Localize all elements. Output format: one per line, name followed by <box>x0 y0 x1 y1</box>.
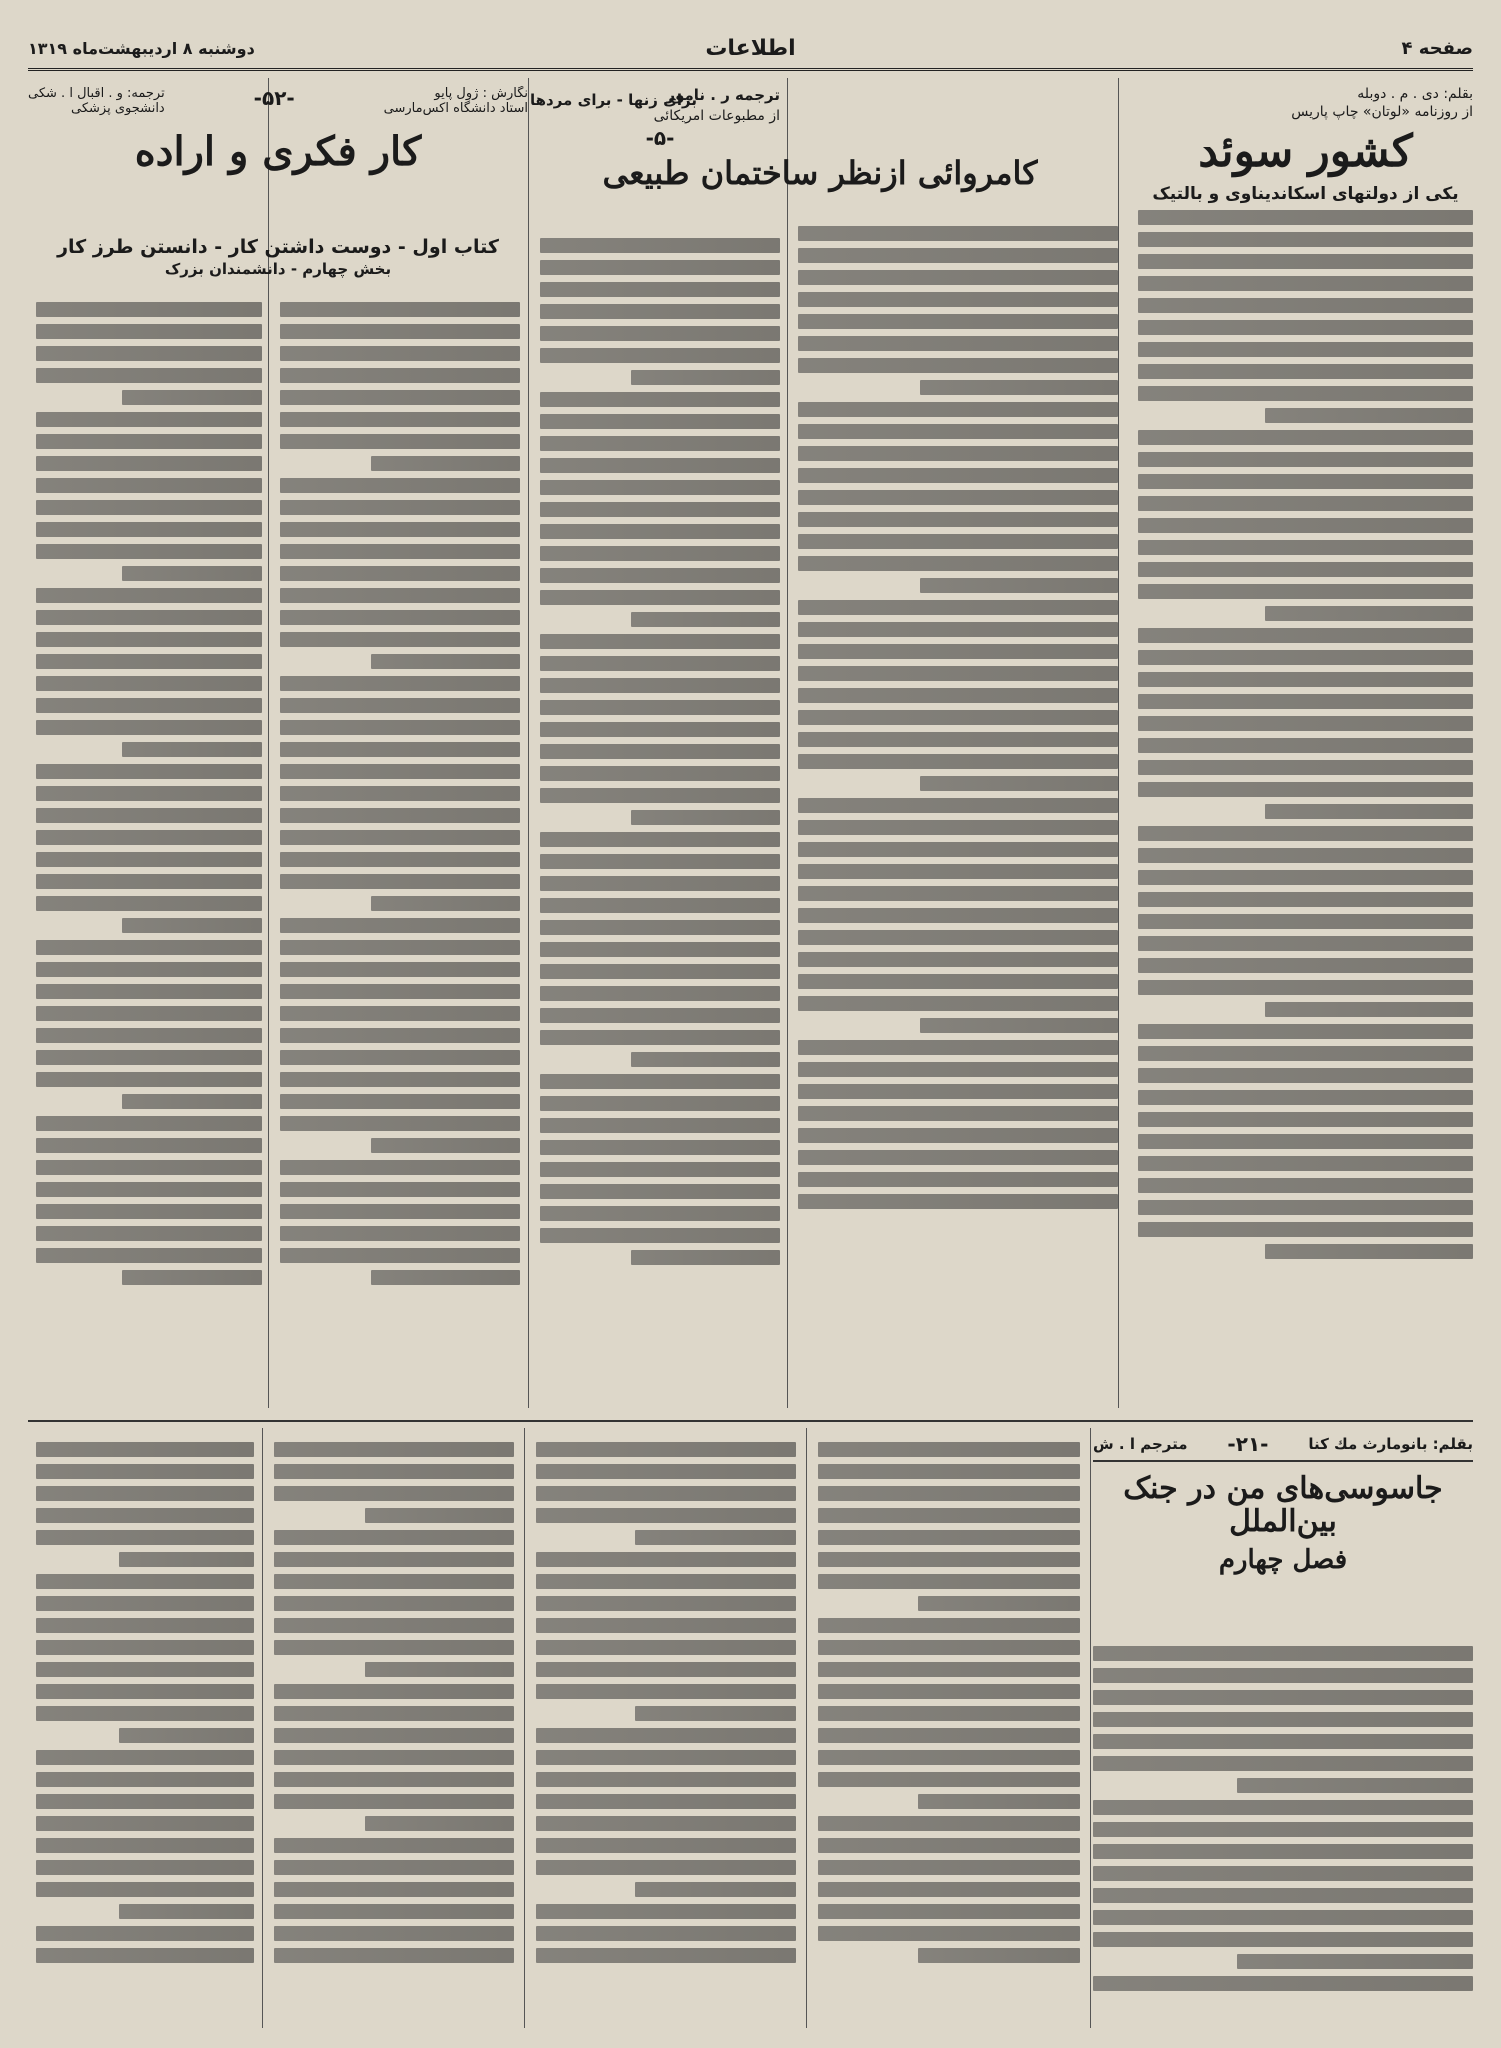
column-rule <box>528 78 529 1408</box>
article-translator: ترجمه ر . نامور <box>666 86 780 104</box>
article-source: از روزنامه «لوتان» چاپ پاریس <box>1291 104 1473 120</box>
article-espionage-body <box>1093 1640 1473 2020</box>
book-heading: کتاب اول - دوست داشتن کار - دانستن طرز کار <box>57 236 499 258</box>
article-translator: مترجم ا . ش <box>1093 1435 1188 1453</box>
article-success-headline-block <box>540 148 1100 220</box>
article-espionage-col <box>818 1436 1080 2021</box>
article-body-text <box>818 1442 1080 1963</box>
article-body-text <box>798 226 1118 1209</box>
article-byline: بقلم: بانومارث مك کنا <box>1308 1435 1473 1453</box>
masthead <box>28 28 1473 71</box>
article-body-text <box>536 1442 796 1963</box>
translator-line <box>28 86 165 116</box>
column-category <box>530 90 780 110</box>
article-body-text <box>1138 210 1473 1259</box>
article-source: از مطبوعات امریکائی <box>653 108 780 124</box>
author-name: نگارش : ژول پایو <box>434 86 528 101</box>
article-espionage-col <box>536 1436 796 2021</box>
column-category-label: برای زنها - برای مردها <box>530 91 697 109</box>
author-line <box>384 86 528 116</box>
article-body-text <box>274 1442 514 1963</box>
article-subheadline: یکی از دولتهای اسکاندیناوی و بالتیک <box>1152 184 1459 205</box>
column-rule <box>806 1428 807 2028</box>
article-intellectual-work-col1 <box>36 296 262 1406</box>
article-espionage-header <box>1093 1432 1473 1632</box>
column-rule <box>787 78 788 1408</box>
newspaper-name: اطلاعات <box>705 35 796 61</box>
author-title: استاد دانشگاه اکس‌مارسی <box>383 101 528 116</box>
article-body-text <box>280 302 520 1285</box>
page-number: صفحه ۴ <box>1401 37 1473 59</box>
translator-title: دانشجوی پزشکی <box>70 101 165 116</box>
article-headline: کامروائی ازنظر ساختمان طبیعی <box>602 154 1038 192</box>
article-success-body <box>540 232 780 1407</box>
article-body-text <box>540 238 780 1265</box>
article-intellectual-work-header <box>28 86 528 236</box>
serial-number: -۵- <box>645 126 675 150</box>
article-sweden-continued <box>798 220 1118 1405</box>
section-heading: بخش چهارم - دانشمندان بزرک <box>164 260 392 278</box>
article-body-text <box>36 302 262 1285</box>
column-rule <box>1090 1428 1091 2028</box>
article-headline: کشور سوئد <box>1198 126 1413 177</box>
article-espionage-col <box>36 1436 254 2021</box>
article-intellectual-work-col2 <box>280 296 520 1406</box>
article-headline: کار فکری و اراده <box>134 128 422 175</box>
chapter-heading: فصل چهارم <box>1218 1545 1348 1575</box>
section-rule <box>28 1420 1473 1422</box>
article-espionage-col <box>274 1436 514 2021</box>
serial-number: -۲۱- <box>1227 1432 1269 1456</box>
article-byline: بقلم: دی . م . دوبله <box>1357 86 1473 102</box>
article-sweden <box>1138 86 1473 1406</box>
column-rule <box>262 1428 263 2028</box>
article-body-text <box>1093 1646 1473 1991</box>
article-headline: جاسوسی‌های من در جنک بین‌الملل <box>1123 1471 1443 1539</box>
translator-name: ترجمه: و . اقبال ا . شکی <box>28 86 165 101</box>
article-body-text <box>36 1442 254 1963</box>
serial-number: -۵۲- <box>253 86 295 110</box>
issue-date: دوشنبه ۸ اردیبهشت‌ماه ۱۳۱۹ <box>28 38 255 58</box>
column-rule <box>1118 78 1119 1408</box>
column-rule <box>524 1428 525 2028</box>
article-intellectual-work-subheads <box>28 236 528 288</box>
